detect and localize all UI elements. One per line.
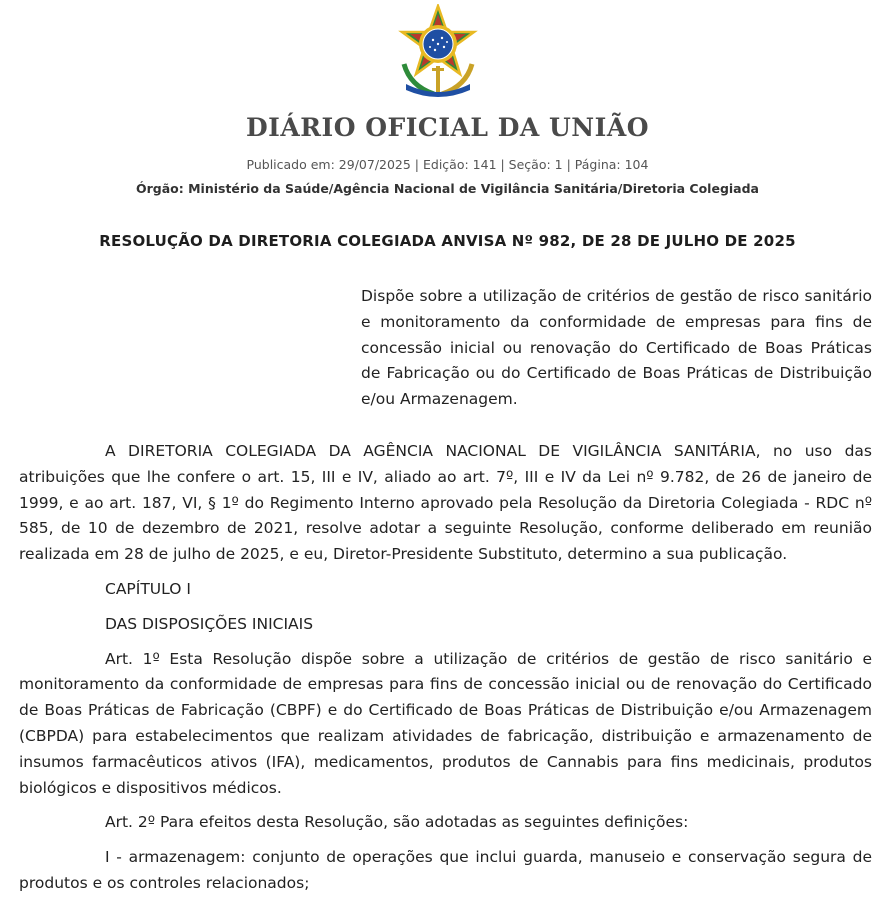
orgao-label: Órgão: [135, 181, 184, 196]
masthead-title: DIÁRIO OFICIAL DA UNIÃO [245, 113, 650, 142]
chapter-heading: CAPÍTULO I [105, 579, 191, 598]
document-body [19, 439, 872, 906]
document-title: RESOLUÇÃO DA DIRETORIA COLEGIADA ANVISA Nº 982, DE 28 DE JULHO DE 2025 [99, 232, 796, 250]
orgao-value: Ministério da Saúde/Agência Nacional de Vigilância Sanitária/Diretoria Colegiada [188, 181, 759, 196]
chapter-title: DAS DISPOSIÇÕES INICIAIS [105, 614, 314, 633]
article-2-item-1: I - armazenagem: conjunto de operações que inclui guarda, manuseio e conservação segura de produtos e os controles relacionados; [19, 848, 872, 892]
preamble-paragraph: A DIRETORIA COLEGIADA DA AGÊNCIA NACIONAL DE VIGILÂNCIA SANITÁRIA, no uso das atribuições que lhe confere o art. 15, III e IV, aliado ao art. 7º, III e IV da Lei nº 9.782, de 26 de janeiro de 1999, e ao art. 187, VI, § 1º do Regimento Interno aprovado pela Resolução da Diretoria Colegiada - RDC nº 585, de 10 de dezembro de 2021, resolve adotar a seguinte Resolução, conforme deliberado em reunião realizada em 28 de julho de 2025, e eu, Diretor-Presidente Substituto, determino a sua publicação. [19, 442, 872, 564]
article-1: Art. 1º Esta Resolução dispõe sobre a utilização de critérios de gestão de risco sanitário e monitoramento da conformidade de empresas para fins de concessão inicial ou de renovação do Certificado de Boas Práticas de Fabricação (CBPF) e do Certificado de Boas Práticas de Distribuição e/ou Armazenagem (CBPDA) para estabelecimentos que realizam atividades de fabricação, distribuição e armazenamento de insumos farmacêuticos ativos (IFA), medicamentos, produtos de Cannabis para fins medicinais, produtos biológicos e dispositivos médicos. [19, 649, 872, 797]
publication-meta: Publicado em: 29/07/2025 | Edição: 141 | Seção: 1 | Página: 104 [246, 157, 649, 172]
orgao-line [0, 181, 895, 196]
brazil-coat-of-arms-icon [396, 4, 480, 100]
article-2: Art. 2º Para efeitos desta Resolução, são adotadas as seguintes definições: [105, 813, 689, 832]
ementa: Dispõe sobre a utilização de critérios de gestão de risco sanitário e monitoramento da conformidade de empresas para fins de concessão inicial ou renovação do Certificado de Boas Práticas de Fabricação ou do Certificado de Boas Práticas de Distribuição e/ou Armazenagem. [361, 287, 872, 409]
